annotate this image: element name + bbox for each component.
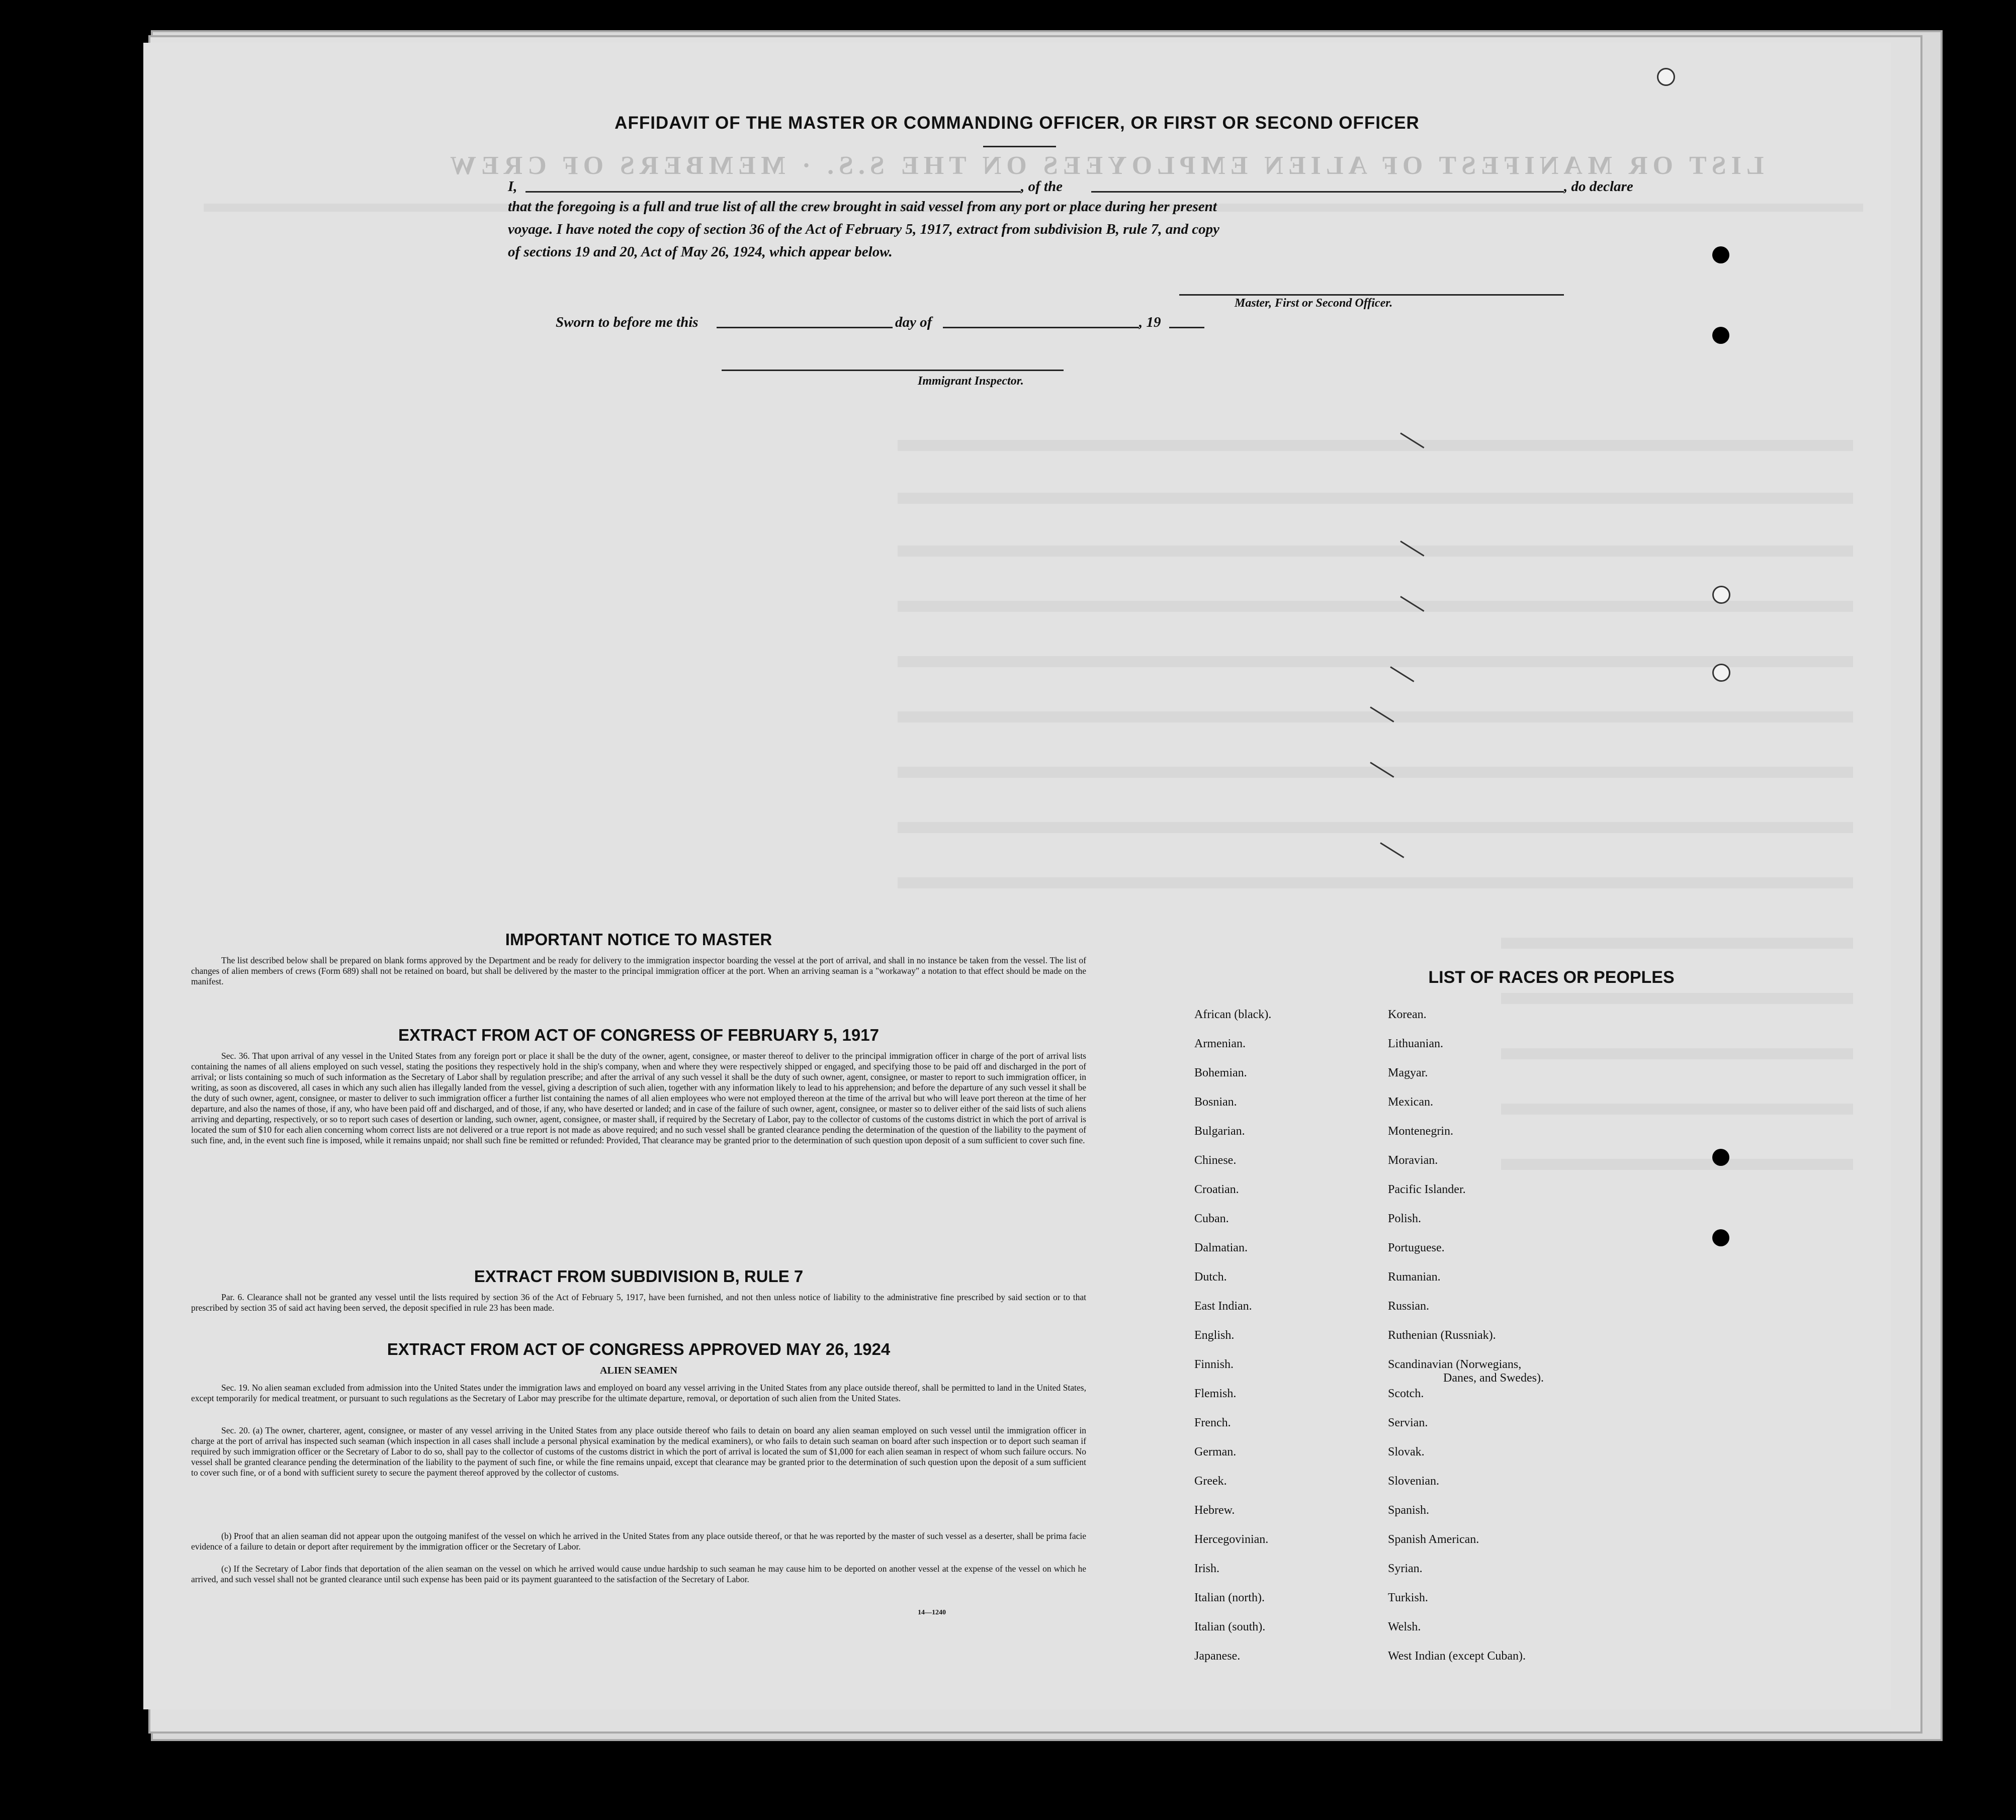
affidavit-title: AFFIDAVIT OF THE MASTER OR COMMANDING OFFICER, OR FIRST OR SECOND OFFICER bbox=[615, 113, 1420, 133]
bleed-through-row bbox=[898, 440, 1853, 451]
affidavit-body-line-2: voyage. I have noted the copy of section 36 of the Act of February 5, 1917, extract from subdivision B, rule 7, and copy bbox=[508, 221, 1219, 237]
bleed-through-heading: LIST OR MANIFEST OF ALIEN EMPLOYEES ON THE S.S. · MEMBERS OF CREW bbox=[445, 151, 1764, 180]
vessel-name-field[interactable] bbox=[1091, 191, 1564, 193]
punch-hole bbox=[1712, 664, 1730, 682]
sec-20b-text: (b) Proof that an alien seaman did not appear upon the outgoing manifest of the vessel on which he arrived in the United States from any place outside thereof, or that he was reported by the master of such vessel as a deserter, shall be prima facie evidence of a failure to detain or deport after requirement by the immigration officer or the Secretary of Labor. bbox=[191, 1531, 1086, 1552]
race-item: Rumanian. bbox=[1388, 1270, 1441, 1284]
master-name-field[interactable] bbox=[525, 191, 1021, 193]
race-item: Welsh. bbox=[1388, 1620, 1421, 1633]
form-page bbox=[143, 43, 1891, 1709]
race-item: Flemish. bbox=[1194, 1387, 1237, 1400]
race-item: Cuban. bbox=[1194, 1212, 1229, 1225]
extract-1924-subtitle: ALIEN SEAMEN bbox=[600, 1365, 677, 1376]
bleed-through-row bbox=[898, 767, 1853, 778]
tick-mark bbox=[1390, 666, 1414, 682]
race-item: Korean. bbox=[1388, 1008, 1427, 1021]
race-item: Croatian. bbox=[1194, 1183, 1239, 1196]
race-item: Lithuanian. bbox=[1388, 1037, 1443, 1050]
race-item: Armenian. bbox=[1194, 1037, 1246, 1050]
punch-hole bbox=[1712, 246, 1729, 263]
bleed-through-row bbox=[898, 877, 1853, 888]
race-item: Hercegovinian. bbox=[1194, 1533, 1269, 1546]
race-item: Dutch. bbox=[1194, 1270, 1227, 1284]
race-item: Russian. bbox=[1388, 1300, 1430, 1313]
bleed-through-row bbox=[898, 822, 1853, 833]
inspector-label: Immigrant Inspector. bbox=[918, 375, 1024, 388]
race-item: West Indian (except Cuban). bbox=[1388, 1650, 1526, 1663]
race-item: Scotch. bbox=[1388, 1387, 1424, 1400]
affidavit-body-line-1: that the foregoing is a full and true list of all the crew brought in said vessel from any port or place during her present bbox=[508, 199, 1217, 215]
affidavit-body-line-3: of sections 19 and 20, Act of May 26, 1924, which appear below. bbox=[508, 244, 893, 260]
race-item: French. bbox=[1194, 1416, 1231, 1429]
race-item: Magyar. bbox=[1388, 1066, 1428, 1079]
race-item: Bohemian. bbox=[1194, 1066, 1247, 1079]
race-item: East Indian. bbox=[1194, 1300, 1252, 1313]
race-item: Mexican. bbox=[1388, 1096, 1433, 1109]
race-item: Finnish. bbox=[1194, 1358, 1234, 1371]
bleed-through-row bbox=[898, 711, 1853, 722]
race-item: English. bbox=[1194, 1329, 1235, 1342]
day-of-label: day of bbox=[895, 314, 932, 330]
punch-hole bbox=[1712, 327, 1729, 344]
bleed-through-row bbox=[1501, 993, 1853, 1004]
extract-1917-title: EXTRACT FROM ACT OF CONGRESS OF FEBRUARY 5, 1917 bbox=[398, 1026, 879, 1044]
year-label: , 19 bbox=[1139, 314, 1161, 330]
race-item: Moravian. bbox=[1388, 1154, 1438, 1167]
bleed-through-row bbox=[898, 493, 1853, 504]
form-number: 14—1240 bbox=[918, 1609, 946, 1616]
race-item: Servian. bbox=[1388, 1416, 1428, 1429]
bleed-through-row bbox=[1501, 938, 1853, 949]
extract-1917-text: Sec. 36. That upon arrival of any vessel in the United States from any foreign port or place it shall be the duty of the owner, agent, consignee, or master thereof to deliver to the principal immigration officer in charge of the port of arrival lists containing the names of all aliens employed on such vessel, stating the positions they respectively hold in the ship's company, when and where they were respectively shipped or engaged, and specifying those to be paid off and discharged in the port of arrival; or lists containing so much of such information as the Secretary of Labor shall by regulation prescribe; and after the arrival of any such vessel it shall be the duty of such owner, agent, consignee, or master to report to such immigration officer, in writing, as soon as discovered, all cases in which any such alien has illegally landed from the vessel, giving a description of such alien, together with any information likely to lead to his apprehension; and before the departure of any such vessel it shall be the duty of such owner, agent, consignee, or master to deliver to such immigration officer a further list containing the names of all alien employees who were not employed thereon at the time of the arrival but who will leave port thereon at the time of her departure, and also the names of those, if any, who have been paid off and discharged, and of those, if any, who have deserted or landed; and in case of the failure of such owner, agent, consignee, or master so to deliver either of the said lists of such aliens arriving and departing, respectively, or so to report such cases of desertion or landing, such owner, agent, consignee, or master shall, if required by the Secretary of Labor, pay to the collector of customs of the customs district in which the port of arrival is located the sum of $10 for each alien concerning whom correct lists are not delivered or a true report is not made as above required; and no such vessel shall be granted clearance pending the determination of the question of the liability to the payment of such fine, and, in the event such fine is imposed, while it remains unpaid; nor shall such fine be remitted or refunded: Provided, That clearance may be granted prior to the determination of such question upon deposit of a sum sufficient to cover such fine. bbox=[191, 1051, 1086, 1145]
affidavit-do-declare-label: , do declare bbox=[1564, 178, 1633, 195]
bleed-through-row bbox=[898, 656, 1853, 667]
notice-title: IMPORTANT NOTICE TO MASTER bbox=[505, 930, 772, 949]
race-item: Chinese. bbox=[1194, 1154, 1237, 1167]
punch-hole bbox=[1712, 1149, 1729, 1166]
bleed-through-row bbox=[898, 601, 1853, 612]
bleed-through-row bbox=[1501, 1159, 1853, 1170]
bleed-through-row bbox=[898, 545, 1853, 557]
sworn-day-field[interactable] bbox=[717, 327, 893, 328]
extract-rule7-text: Par. 6. Clearance shall not be granted any vessel until the lists required by section 36 of the Act of February 5, 1917, have been furnished, and not then unless notice of liability to the administrative fine prescribed by said section or to that prescribed by section 35 of said act having been served, the deposit specified in rule 23 has been made. bbox=[191, 1292, 1086, 1313]
race-item: Irish. bbox=[1194, 1562, 1219, 1575]
race-item: Montenegrin. bbox=[1388, 1125, 1453, 1138]
punch-hole bbox=[1712, 586, 1730, 604]
sworn-label: Sworn to before me this bbox=[556, 314, 698, 330]
sec-20a-text: Sec. 20. (a) The owner, charterer, agent, consignee, or master of any vessel arriving in the United States from any place outside thereof who fails to detain on board any alien seaman employed on such vessel until the immigration officer in charge at the port of arrival has inspected such seaman (which inspection in all cases shall include a personal physical examination by the medical examiners), or who fails to detain such seaman on board after such inspection or to deport such seaman if required by such immigration officer or the Secretary of Labor to do so, shall pay to the collector of customs of the customs district in which the port of arrival is located the sum of $1,000 for each alien seaman in respect of whom such failure occurs. No vessel shall be granted clearance pending the determination of the liability to the payment of such fine, or while the fine remains unpaid, except that clearance may be granted prior to the determination of such question upon the deposit of a sum sufficient to cover such fine, or of a bond with sufficient surety to secure the payment thereof approved by the collector of customs. bbox=[191, 1425, 1086, 1478]
race-item: Scandinavian (Norwegians, bbox=[1388, 1358, 1522, 1371]
sworn-year-field[interactable] bbox=[1169, 327, 1204, 328]
race-item-continuation: Danes, and Swedes). bbox=[1443, 1372, 1544, 1385]
race-item: African (black). bbox=[1194, 1008, 1272, 1021]
affidavit-of-the-label: , of the bbox=[1021, 178, 1063, 195]
race-item: Ruthenian (Russniak). bbox=[1388, 1329, 1496, 1342]
race-item: Slovenian. bbox=[1388, 1475, 1439, 1488]
bleed-through-row bbox=[1501, 1048, 1853, 1059]
races-title: LIST OF RACES OR PEOPLES bbox=[1428, 968, 1675, 987]
race-item: Portuguese. bbox=[1388, 1241, 1445, 1254]
race-item: Japanese. bbox=[1194, 1650, 1241, 1663]
sec-20c-text: (c) If the Secretary of Labor finds that deportation of the alien seaman on the vessel on which he arrived would cause undue hardship to such seaman he may cause him to be deported on another vessel at the expense of the vessel on which he arrived, and such vessel shall not be granted clearance until such expense has been paid or its payment guaranteed to the satisfaction of the Secretary of Labor. bbox=[191, 1564, 1086, 1584]
sworn-month-field[interactable] bbox=[943, 327, 1139, 328]
master-signature-field[interactable] bbox=[1179, 294, 1564, 296]
race-item: Dalmatian. bbox=[1194, 1241, 1248, 1254]
punch-hole bbox=[1712, 1229, 1729, 1246]
race-item: Bosnian. bbox=[1194, 1096, 1237, 1109]
race-item: Slovak. bbox=[1388, 1445, 1425, 1459]
race-item: Italian (south). bbox=[1194, 1620, 1266, 1633]
extract-1924-title: EXTRACT FROM ACT OF CONGRESS APPROVED MAY 26, 1924 bbox=[387, 1340, 891, 1358]
race-item: Italian (north). bbox=[1194, 1591, 1265, 1604]
race-item: Spanish. bbox=[1388, 1504, 1430, 1517]
inspector-signature-field[interactable] bbox=[722, 370, 1064, 371]
affidavit-i-label: I, bbox=[508, 178, 517, 195]
tick-mark bbox=[1380, 842, 1404, 858]
title-underline bbox=[983, 146, 1056, 147]
race-item: Greek. bbox=[1194, 1475, 1227, 1488]
race-item: Hebrew. bbox=[1194, 1504, 1235, 1517]
race-item: Syrian. bbox=[1388, 1562, 1423, 1575]
race-item: Bulgarian. bbox=[1194, 1125, 1245, 1138]
punch-hole bbox=[1657, 68, 1675, 86]
sec-19-text: Sec. 19. No alien seaman excluded from admission into the United States under the immigration laws and employed on board any vessel arriving in the United States from any place outside thereof, shall be permitted to land in the United States, except temporarily for medical treatment, or pursuant to such regulations as the Secretary of Labor may prescribe for the ultimate departure, removal, or deportation of such alien from the United States. bbox=[191, 1383, 1086, 1403]
race-item: Spanish American. bbox=[1388, 1533, 1479, 1546]
master-signature-label: Master, First or Second Officer. bbox=[1235, 297, 1393, 310]
race-item: Polish. bbox=[1388, 1212, 1422, 1225]
race-item: Turkish. bbox=[1388, 1591, 1428, 1604]
bleed-through-row bbox=[1501, 1104, 1853, 1115]
notice-text: The list described below shall be prepared on blank forms approved by the Department and be ready for delivery to the immigration inspector boarding the vessel at the port of arrival, and shall in no instance be taken from the vessel. The list of changes of alien members of crews (Form 689) shall not be retained on board, but shall be delivered by the master to the principal immigration officer at the port. When an arriving seaman is a "workaway" a notation to that effect should be made on the manifest. bbox=[191, 955, 1086, 986]
race-item: Pacific Islander. bbox=[1388, 1183, 1466, 1196]
extract-rule7-title: EXTRACT FROM SUBDIVISION B, RULE 7 bbox=[474, 1267, 804, 1286]
race-item: German. bbox=[1194, 1445, 1237, 1459]
